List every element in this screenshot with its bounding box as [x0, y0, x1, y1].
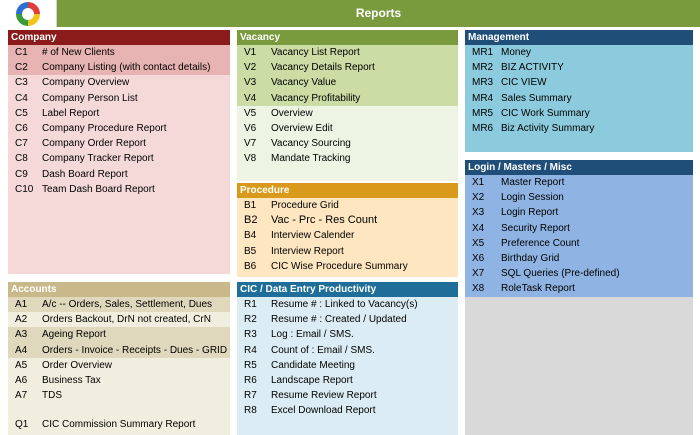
report-item-r3[interactable]	[237, 327, 458, 342]
report-label: Orders - Invoice - Receipts - Dues - GRID	[42, 344, 228, 356]
logo-box	[0, 0, 57, 27]
cic-list	[237, 297, 458, 419]
report-code: X3	[472, 207, 485, 219]
report-item-c4[interactable]	[8, 91, 230, 106]
report-item-a5[interactable]	[8, 358, 230, 373]
report-item-q1[interactable]	[8, 417, 230, 432]
report-label: Landscape Report	[271, 374, 353, 386]
report-code: MR1	[472, 47, 494, 58]
report-label: Vacancy Profitability	[271, 92, 361, 104]
report-code: R4	[244, 344, 257, 356]
report-code: A6	[15, 374, 28, 386]
cic-panel	[237, 282, 458, 435]
report-label: BIZ ACTIVITY	[501, 62, 564, 74]
report-label: Label Report	[42, 107, 100, 119]
report-item-mr5[interactable]	[465, 106, 693, 121]
report-label: Vac - Prc - Res Count	[271, 214, 378, 227]
report-item-c6[interactable]	[8, 121, 230, 136]
report-code: A5	[15, 359, 28, 371]
page-title: Reports	[355, 6, 402, 20]
report-label: TDS	[42, 390, 62, 402]
accounts-panel	[8, 282, 230, 435]
report-label: Procedure Grid	[271, 200, 339, 211]
report-label: Log : Email / SMS.	[271, 329, 354, 341]
report-code: A3	[15, 329, 28, 341]
report-code: C10	[15, 183, 34, 195]
report-label: # of New Clients	[42, 47, 115, 58]
report-code: V8	[244, 153, 257, 165]
report-label: Master Report	[501, 177, 565, 188]
report-code: A1	[15, 299, 28, 310]
report-item-a1[interactable]	[8, 297, 230, 312]
report-code: V5	[244, 107, 257, 119]
report-label: SQL Queries (Pre-defined)	[501, 268, 620, 280]
report-code: MR6	[472, 122, 494, 134]
report-item-c3[interactable]	[8, 75, 230, 90]
report-label: Login Session	[501, 192, 564, 204]
report-item-c7[interactable]	[8, 136, 230, 151]
report-label: Company Procedure Report	[42, 122, 167, 134]
report-label: Birthday Grid	[501, 252, 560, 264]
report-item-a3[interactable]	[8, 327, 230, 342]
report-code: A7	[15, 390, 28, 402]
login-list	[465, 175, 693, 297]
report-code: MR4	[472, 92, 494, 104]
report-code: B4	[244, 230, 257, 242]
report-code: R3	[244, 329, 257, 341]
report-label: RoleTask Report	[501, 283, 575, 295]
report-item-x7[interactable]	[465, 266, 693, 281]
report-item-v7[interactable]	[237, 136, 458, 151]
report-code: R8	[244, 405, 257, 417]
management-list	[465, 45, 693, 136]
report-label: Dash Board Report	[42, 168, 128, 180]
report-item-mr1[interactable]	[465, 45, 693, 60]
report-label: Mandate Tracking	[271, 153, 351, 165]
vacancy-list	[237, 45, 458, 167]
accounts-list	[8, 297, 230, 433]
company-heading: Company	[8, 30, 230, 45]
report-label: Login Report	[501, 207, 559, 219]
report-code: C2	[15, 62, 28, 74]
procedure-list	[237, 198, 458, 274]
report-code: R2	[244, 314, 257, 326]
report-label: Company Order Report	[42, 138, 146, 150]
report-code: Q1	[15, 419, 29, 431]
report-item-b1[interactable]	[237, 198, 458, 213]
report-label: Team Dash Board Report	[42, 183, 155, 195]
report-label: CIC Work Summary	[501, 107, 590, 119]
company-list	[8, 45, 230, 197]
logo-icon[interactable]	[16, 2, 40, 26]
report-code: A2	[15, 314, 28, 326]
management-panel	[465, 30, 693, 152]
report-label: Preference Count	[501, 237, 580, 249]
report-label: Resume # : Created / Updated	[271, 314, 407, 326]
report-label: Money	[501, 47, 532, 58]
report-item-x4[interactable]	[465, 221, 693, 236]
report-label: Security Report	[501, 222, 570, 234]
company-panel	[8, 30, 230, 274]
report-item-c9[interactable]	[8, 167, 230, 182]
report-label: Ageing Report	[42, 329, 106, 341]
report-item-v6[interactable]	[237, 121, 458, 136]
report-code: V6	[244, 122, 257, 134]
report-item-r1[interactable]	[237, 297, 458, 312]
report-label: Overview	[271, 107, 313, 119]
report-item-a2[interactable]	[8, 312, 230, 327]
procedure-heading: Procedure	[237, 183, 458, 198]
report-item-v1[interactable]	[237, 45, 458, 60]
report-label: Vacancy Details Report	[271, 62, 375, 74]
procedure-panel	[237, 183, 458, 277]
report-code: C5	[15, 107, 28, 119]
report-label: Resume # : Linked to Vacancy(s)	[271, 299, 418, 310]
report-label: Excel Download Report	[271, 405, 376, 417]
report-item-x6[interactable]	[465, 251, 693, 266]
report-item-c2[interactable]	[8, 60, 230, 75]
report-item-c1[interactable]	[8, 45, 230, 60]
vacancy-heading: Vacancy	[237, 30, 458, 45]
report-label: A/c -- Orders, Sales, Settlement, Dues	[42, 299, 213, 310]
report-code: R5	[244, 359, 257, 371]
report-code: C7	[15, 138, 28, 150]
report-item-mr3[interactable]	[465, 75, 693, 90]
report-label: Overview Edit	[271, 122, 333, 134]
report-item-c10[interactable]	[8, 182, 230, 197]
report-item-v4[interactable]	[237, 91, 458, 106]
report-code: R1	[244, 299, 257, 310]
vacancy-panel	[237, 30, 458, 181]
report-code: B6	[244, 260, 257, 272]
report-label: Orders Backout, DrN not created, CrN	[42, 314, 211, 326]
report-item-mr4[interactable]	[465, 91, 693, 106]
login-panel	[465, 160, 693, 435]
report-item-v3[interactable]	[237, 75, 458, 90]
report-code: MR2	[472, 62, 494, 74]
cic-heading: CIC / Data Entry Productivity	[237, 282, 458, 297]
report-label: Company Tracker Report	[42, 153, 154, 165]
report-label: CIC Commission Summary Report	[42, 419, 196, 431]
report-label: Vacancy Value	[271, 77, 337, 89]
report-label: Company Overview	[42, 77, 130, 89]
report-item-b5[interactable]	[237, 244, 458, 259]
report-label: Interview Calender	[271, 230, 355, 242]
report-label: Business Tax	[42, 374, 101, 386]
report-code: R7	[244, 390, 257, 402]
report-item-x5[interactable]	[465, 236, 693, 251]
report-item-mr2[interactable]	[465, 60, 693, 75]
report-code: X7	[472, 268, 485, 280]
report-code: C6	[15, 122, 28, 134]
report-item-b4[interactable]	[237, 228, 458, 243]
report-label: Sales Summary	[501, 92, 572, 104]
report-item-v8[interactable]	[237, 151, 458, 166]
report-code: V7	[244, 138, 257, 150]
report-label: Count of : Email / SMS.	[271, 344, 375, 356]
report-code: V2	[244, 62, 257, 74]
report-item-r5[interactable]	[237, 358, 458, 373]
report-label: Resume Review Report	[271, 390, 377, 402]
report-item-x1[interactable]	[465, 175, 693, 190]
report-item-x2[interactable]	[465, 190, 693, 205]
report-code: MR3	[472, 77, 494, 89]
report-item-b6[interactable]	[237, 259, 458, 274]
report-code: V3	[244, 77, 257, 89]
login-heading: Login / Masters / Misc	[465, 160, 693, 175]
report-code: B5	[244, 245, 257, 257]
report-code: C3	[15, 77, 28, 89]
report-label: Biz Activity Summary	[501, 122, 595, 134]
report-label: Vacancy Sourcing	[271, 138, 351, 150]
report-item-a7[interactable]	[8, 388, 230, 403]
report-code: V1	[244, 47, 257, 58]
report-label: CIC VIEW	[501, 77, 547, 89]
report-code: C8	[15, 153, 28, 165]
report-label: Order Overview	[42, 359, 113, 371]
report-code: X8	[472, 283, 485, 295]
report-item-a4[interactable]	[8, 343, 230, 358]
report-code: X4	[472, 222, 485, 234]
report-code: X5	[472, 237, 485, 249]
report-label: Vacancy List Report	[271, 47, 360, 58]
report-code: R6	[244, 374, 257, 386]
report-item-mr6[interactable]	[465, 121, 693, 136]
report-code: X6	[472, 252, 485, 264]
report-item-c8[interactable]	[8, 151, 230, 166]
top-bar	[0, 0, 700, 27]
report-code: C9	[15, 168, 28, 180]
report-code: V4	[244, 92, 257, 104]
report-code: MR5	[472, 107, 494, 119]
report-item-c5[interactable]	[8, 106, 230, 121]
report-item-r4[interactable]	[237, 343, 458, 358]
report-code: B1	[244, 200, 257, 211]
report-item-r7[interactable]	[237, 388, 458, 403]
report-label: Candidate Meeting	[271, 359, 355, 371]
report-item-x8[interactable]	[465, 281, 693, 296]
accounts-heading: Accounts	[8, 282, 230, 297]
management-heading: Management	[465, 30, 693, 45]
report-label: Company Person List	[42, 92, 138, 104]
report-item-r8[interactable]	[237, 403, 458, 418]
report-code: X2	[472, 192, 485, 204]
report-code: A4	[15, 344, 28, 356]
report-label: Interview Report	[271, 245, 344, 257]
report-code: C1	[15, 47, 28, 58]
report-item-b2[interactable]	[237, 213, 458, 228]
report-item-a6[interactable]	[8, 373, 230, 388]
report-code: B2	[244, 214, 258, 227]
report-item-v2[interactable]	[237, 60, 458, 75]
report-code: C4	[15, 92, 28, 104]
report-item-r2[interactable]	[237, 312, 458, 327]
report-label: CIC Wise Procedure Summary	[271, 260, 408, 272]
report-code: X1	[472, 177, 485, 188]
report-item-r6[interactable]	[237, 373, 458, 388]
report-label: Company Listing (with contact details)	[42, 62, 211, 74]
report-item-x3[interactable]	[465, 205, 693, 220]
spacer	[8, 403, 230, 417]
report-item-v5[interactable]	[237, 106, 458, 121]
